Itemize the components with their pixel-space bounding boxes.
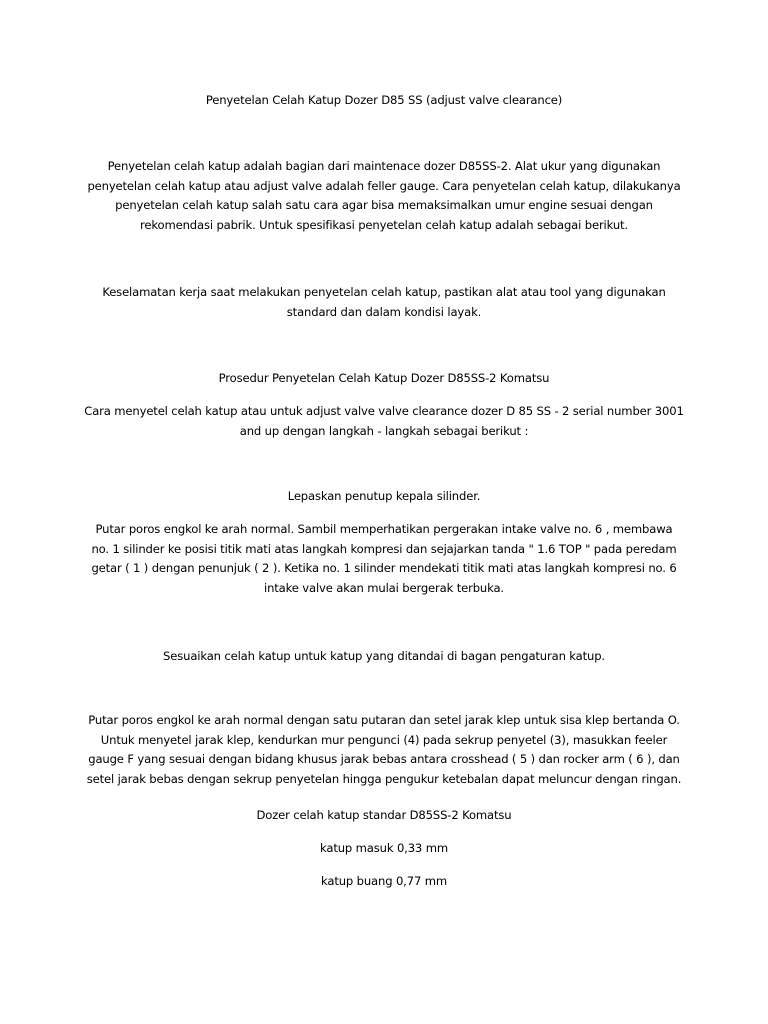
procedure-intro-paragraph [70, 402, 698, 441]
heading-line: Dozer celah katup standar D85SS-2 Komatsu [256, 808, 512, 822]
procedure-heading [70, 369, 698, 389]
spec-line: katup buang 0,77 mm [321, 874, 447, 888]
title-line: Penyetelan Celah Katup Dozer D85 SS (adjust valve clearance) [205, 93, 563, 107]
paragraph-line: Putar poros engkol ke arah normal. Sambil memperhatikan pergerakan intake valve no. 6 , membawa [95, 522, 673, 536]
paragraph-line: no. 1 silinder ke posisi titik mati atas langkah kompresi dan sejajarkan tanda " 1.6 TOP " pada peredam [91, 541, 677, 556]
paragraph-line: Untuk menyetel jarak klep, kendurkan mur pengunci (4) pada sekrup penyetel (3), masukkan feeler [100, 732, 668, 747]
paragraph-line: Keselamatan kerja saat melakukan penyetelan celah katup, pastikan alat atau tool yang digunakan [102, 285, 666, 299]
intro-paragraph [70, 157, 698, 235]
step-1-paragraph [70, 487, 698, 507]
step-4-paragraph [70, 711, 698, 789]
spec-line: katup masuk 0,33 mm [320, 841, 448, 855]
paragraph-line: penyetelan celah katup atau adjust valve adalah feller gauge. Cara penyetelan celah katup, dilakukanya [87, 178, 681, 193]
paragraph-line: setel jarak bebas dengan sekrup penyetelan hingga pengukur ketebalan dapat meluncur dengan ringan. [86, 771, 682, 786]
paragraph-line: intake valve akan mulai bergerak terbuka. [264, 580, 504, 595]
paragraph-line: Lepaskan penutup kepala silinder. [287, 489, 481, 503]
paragraph-line: getar ( 1 ) dengan penunjuk ( 2 ). Ketika no. 1 silinder mendekati titik mati atas langkah kompresi no. 6 [91, 561, 677, 576]
heading-line: Prosedur Penyetelan Celah Katup Dozer D85SS-2 Komatsu [218, 371, 550, 385]
safety-paragraph [70, 283, 698, 322]
paragraph-line: and up dengan langkah - langkah sebagai berikut : [239, 423, 529, 438]
paragraph-line: rekomendasi pabrik. Untuk spesifikasi penyetelan celah katup adalah sebagai berikut. [140, 217, 628, 232]
exhaust-valve-spec [70, 872, 698, 892]
paragraph-line: Cara menyetel celah katup atau untuk adjust valve valve clearance dozer D 85 SS - 2 serial number 3001 [84, 404, 684, 418]
step-2-paragraph [70, 520, 698, 598]
paragraph-line: Sesuaikan celah katup untuk katup yang ditandai di bagan pengaturan katup. [163, 649, 605, 663]
paragraph-line: penyetelan celah katup salah satu cara agar bisa memaksimalkan umur engine sesuai dengan [115, 198, 653, 213]
paragraph-line: Penyetelan celah katup adalah bagian dari maintenace dozer D85SS-2. Alat ukur yang digunakan [107, 159, 661, 173]
intake-valve-spec [70, 839, 698, 859]
paragraph-line: gauge F yang sesuai dengan bidang khusus jarak bebas antara crosshead ( 5 ) dan rocker arm ( 6 ), dan [88, 752, 680, 767]
document-title [70, 91, 698, 111]
step-3-paragraph [70, 647, 698, 667]
standard-clearance-heading [70, 806, 698, 826]
paragraph-line: Putar poros engkol ke arah normal dengan satu putaran dan setel jarak klep untuk sisa klep bertanda O. [88, 713, 680, 727]
paragraph-line: standard dan dalam kondisi layak. [286, 304, 482, 319]
